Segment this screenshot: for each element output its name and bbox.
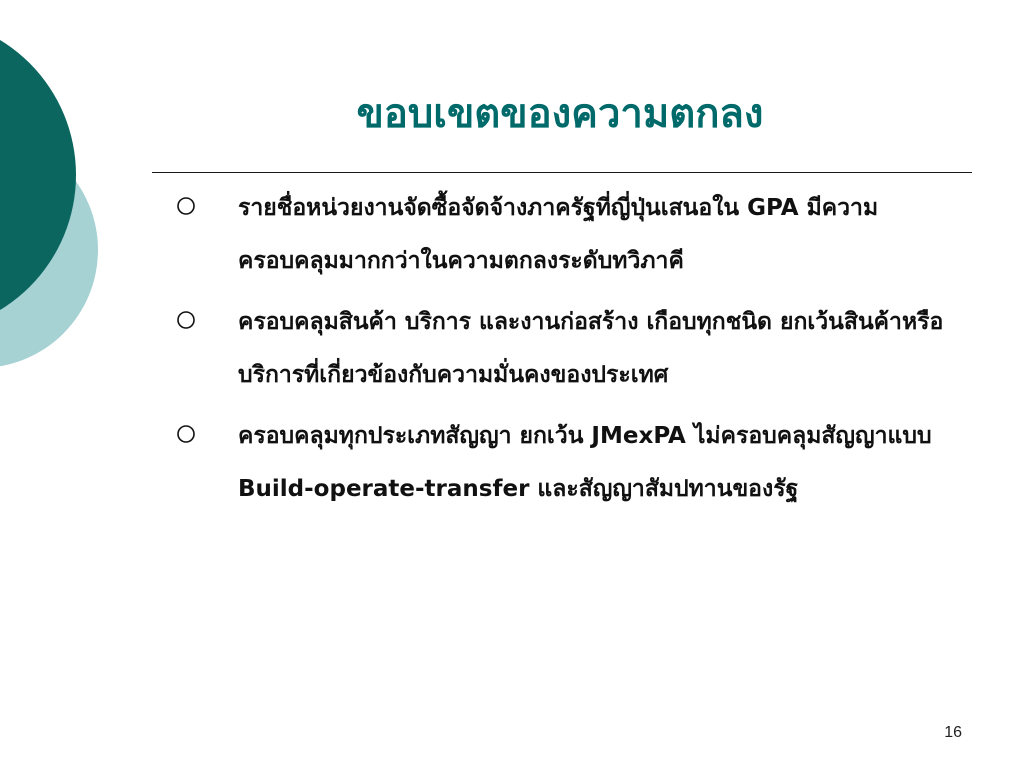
title-divider bbox=[152, 172, 972, 173]
slide-number: 16 bbox=[944, 724, 962, 741]
bullet-list bbox=[170, 182, 960, 524]
bullet-text-2: ครอบคลุมสินค้า บริการ และงานก่อสร้าง เกือบทุกชนิด ยกเว้นสินค้าหรือบริการที่เกี่ยวข้องกับความมั่นคงของประเทศ bbox=[238, 309, 944, 388]
bullet-text-3: ครอบคลุมทุกประเภทสัญญา ยกเว้น JMexPA ไม่ครอบคลุมสัญญาแบบ Build-operate-transfer และสัญญาสัมปทานของรัฐ bbox=[238, 423, 932, 502]
circle-bullet-icon bbox=[176, 196, 196, 216]
slide-title: ขอบเขตของความตกลง bbox=[356, 91, 764, 137]
bullet-item-3 bbox=[170, 410, 960, 516]
bullet-text-1: รายชื่อหน่วยงานจัดซื้อจัดจ้างภาครัฐที่ญี่ปุ่นเสนอใน GPA มีความครอบคลุมมากกว่าในความตกลงระดับทวิภาคี bbox=[238, 195, 879, 274]
bullet-item-2 bbox=[170, 296, 960, 402]
decorative-circles bbox=[0, 0, 110, 420]
bullet-item-1 bbox=[170, 182, 960, 288]
circle-bullet-icon bbox=[176, 424, 196, 444]
circle-bullet-icon bbox=[176, 310, 196, 330]
